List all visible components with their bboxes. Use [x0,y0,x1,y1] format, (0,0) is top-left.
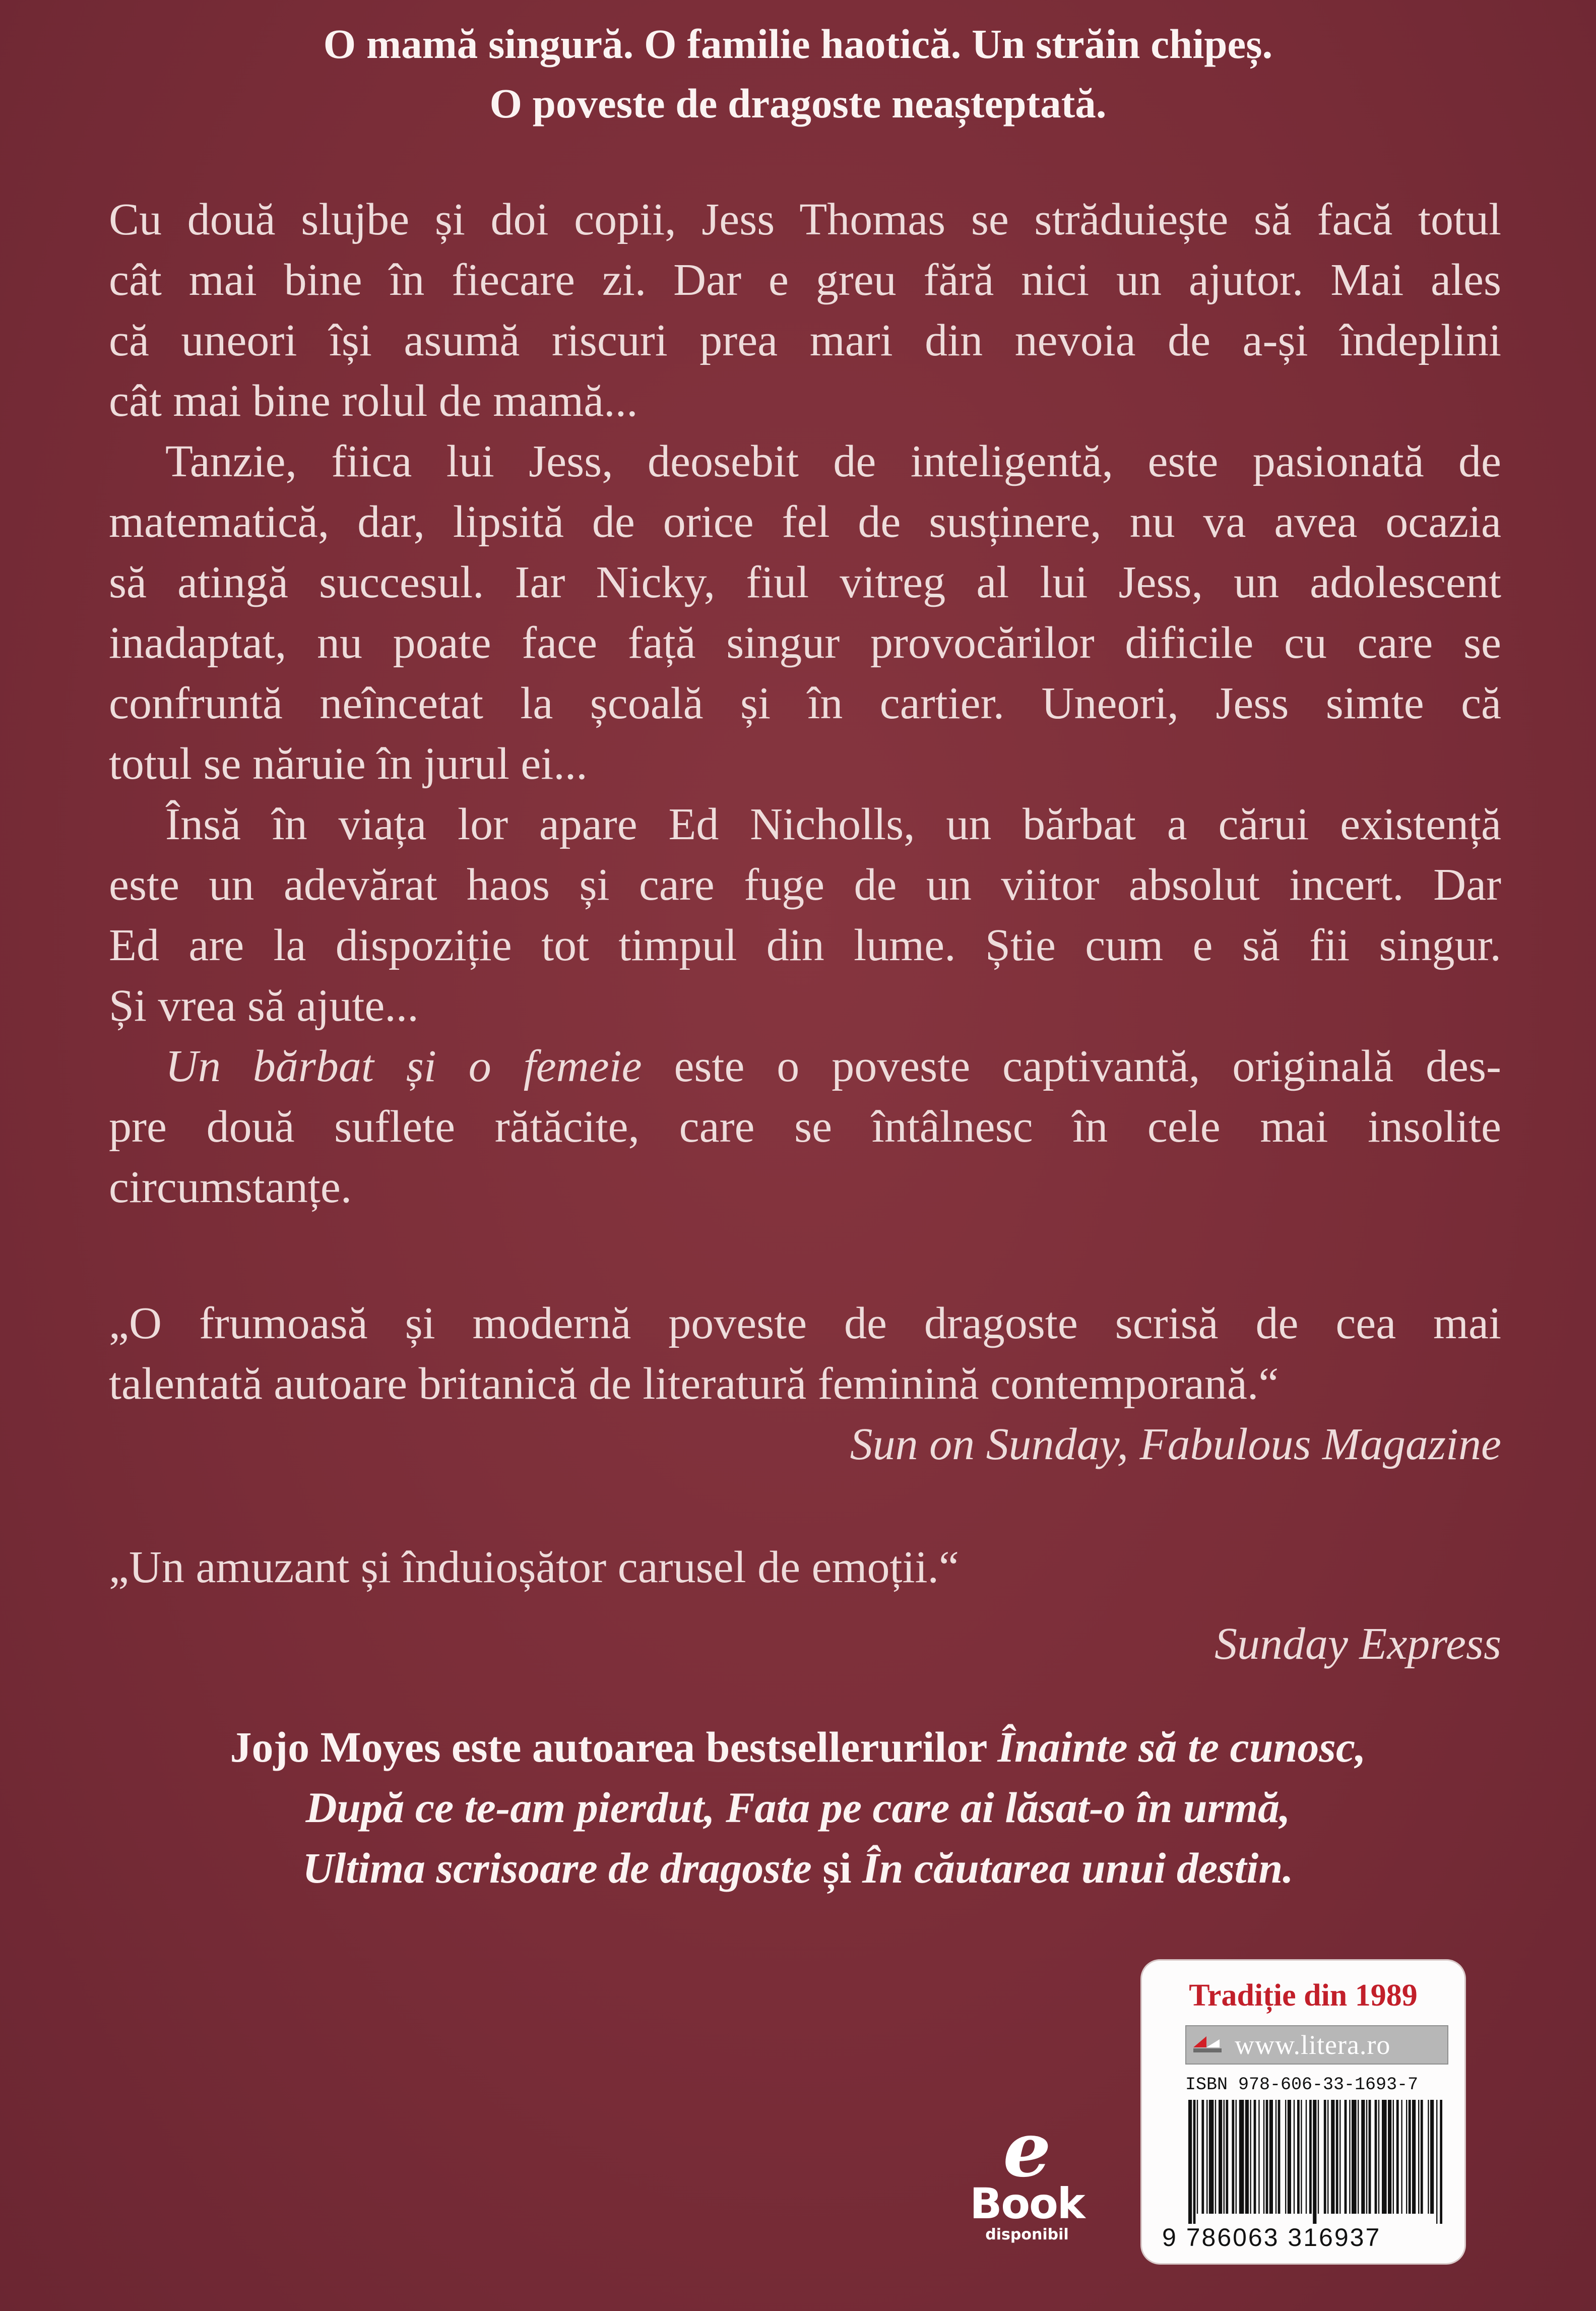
synopsis-line: inadaptat, nu poate face față singur provocărilor dificile cu care se [109,618,1501,668]
barcode-bar [1224,2100,1225,2214]
barcode-bar [1285,2100,1286,2214]
barcode-bar [1327,2100,1328,2214]
ebook-available-label: disponibil [985,2226,1069,2243]
synopsis-paragraph-4 [109,1036,1501,1218]
barcode-bar [1352,2100,1357,2214]
barcode-bar [1294,2100,1295,2214]
synopsis-line-rest: este o poveste captivantă, originală des- [642,1041,1502,1091]
book-title-1: Înainte să te cunosc, [997,1723,1366,1771]
barcode-bar [1278,2100,1281,2214]
tagline [0,14,1596,133]
barcode-bar [1263,2100,1264,2214]
synopsis-line: să atingă succesul. Iar Nicky, fiul vitreg al lui Jess, un adolescent [109,557,1501,607]
author-note-line-1 [0,1717,1596,1777]
barcode-bar [1366,2100,1367,2214]
barcode-bar [1232,2100,1234,2214]
tagline-line-1: O mamă singură. O familie haotică. Un străin chipeș. [323,21,1273,67]
barcode-bar [1396,2100,1399,2214]
author-note-connector: și [811,1844,863,1892]
synopsis-line: că uneori își asumă riscuri prea mari din nevoia de a-și îndeplini [109,316,1501,365]
barcode-bar [1378,2100,1379,2214]
barcode-bar [1324,2100,1326,2214]
book-title-4: În căutarea unui destin. [862,1844,1294,1892]
synopsis-line: Tanzie, fiica lui Jess, deosebit de inteligentă, este pasionată de [165,436,1501,486]
book-title-italic: Un bărbat și o femeie [165,1041,642,1091]
synopsis-line: cât mai bine în fiecare zi. Dar e greu fără nici un ajutor. Mai ales [109,255,1501,305]
barcode-bar [1206,2100,1207,2214]
quote-source: Sunday Express [1214,1619,1501,1669]
barcode-bar [1193,2100,1196,2224]
barcode-bar [1313,2100,1316,2224]
synopsis-line: totul se năruie în jurul ei... [109,739,588,789]
barcode-bar [1361,2100,1365,2214]
synopsis-paragraph-2 [109,431,1501,794]
quote-line: „O frumoasă și modernă poveste de dragoste scrisă de cea mai [109,1298,1501,1348]
barcode-bar [1339,2100,1340,2214]
barcode-bar [1345,2100,1347,2214]
barcode-bar [1318,2100,1319,2214]
barcode-bar [1254,2100,1256,2214]
barcode-bar [1436,2100,1437,2224]
barcode-bar [1331,2100,1334,2214]
barcode-bar [1393,2100,1394,2214]
barcode-bar [1440,2100,1442,2224]
barcode-bar [1226,2100,1228,2214]
barcode-bar [1412,2100,1416,2214]
ebook-logo [967,2105,1088,2258]
barcode-bar [1269,2100,1273,2214]
barcode-bar [1421,2100,1423,2214]
barcode-bar [1430,2100,1434,2214]
publisher-tradition: Tradiție din 1989 [1189,1978,1418,2013]
barcode-bar [1297,2100,1300,2214]
synopsis-paragraph-1 [109,190,1501,431]
barcode-bar [1401,2100,1402,2214]
publisher-panel [1142,1961,1464,2263]
barcode-bar [1201,2100,1204,2214]
synopsis-paragraph-3 [109,794,1501,1036]
barcode-bar [1406,2100,1407,2214]
synopsis [109,190,1501,1218]
barcode-bar [1266,2100,1268,2214]
quote-line: „Un amuzant și înduioșător carusel de emoții.“ [109,1542,959,1592]
synopsis-line: matematică, dar, lipsită de orice fel de susținere, nu va avea ocazia [109,497,1501,547]
barcode-bar [1215,2100,1216,2214]
barcode-bar [1236,2100,1237,2214]
isbn-number: ISBN 978-606-33-1693-7 [1185,2075,1419,2095]
review-quote-2 [109,1537,1501,1674]
barcode-bar [1428,2100,1429,2214]
synopsis-line: confruntă neîncetat la școală și în cartier. Uneori, Jess simte că [109,678,1501,728]
barcode-bar [1188,2100,1192,2224]
barcode-bar [1197,2100,1198,2214]
barcode-bar [1369,2100,1371,2214]
author-note-prefix: Jojo Moyes este autoarea bestsellerurilor [230,1723,998,1771]
barcode-bar [1209,2100,1214,2214]
synopsis-line: este un adevărat haos și care fuge de un viitor absolut incert. Dar [109,860,1501,910]
synopsis-line: cât mai bine rolul de mamă... [109,376,638,426]
author-note-line-3 [0,1838,1596,1898]
author-note [0,1717,1596,1898]
barcode-bar [1245,2100,1249,2214]
publisher-url: www.litera.ro [1235,2030,1391,2060]
barcode [1185,2100,1447,2224]
barcode-bar [1336,2100,1338,2214]
ebook-label: Book [970,2179,1084,2228]
barcode-bar [1358,2100,1359,2214]
synopsis-line [109,1036,1501,1097]
barcode-bar [1250,2100,1251,2214]
ebook-e-icon: e [1003,2105,1051,2194]
barcode-bar [1382,2100,1387,2214]
review-quote-1 [109,1293,1501,1475]
barcode-bar [1349,2100,1350,2214]
synopsis-line: Cu două slujbe și doi copii, Jess Thomas se străduiește să facă totul [109,195,1501,244]
barcode-digits: 9 786063 316937 [1162,2223,1381,2252]
barcode-bar [1375,2100,1377,2214]
barcode-bar [1301,2100,1302,2214]
author-note-line-2: După ce te-am pierdut, Fata pe care ai lăsat-o în urmă, [305,1783,1291,1832]
barcode-bar [1306,2100,1307,2214]
quote-line: talentată autoare britanică de literatură feminină contemporană.“ [109,1359,1279,1409]
barcode-bar [1288,2100,1291,2214]
barcode-bar [1309,2100,1312,2214]
publisher-url-bar [1185,2025,1448,2065]
synopsis-line: Și vrea să ajute... [109,981,419,1031]
barcode-bar [1258,2100,1259,2214]
barcode-bar [1275,2100,1276,2214]
barcode-bar [1388,2100,1391,2214]
synopsis-line: Ed are la dispoziție tot timpul din lume. Știe cum e să fii singur. [109,920,1501,970]
quote-source: Sun on Sunday, Fabulous Magazine [850,1419,1501,1469]
barcode-bar [1418,2100,1419,2214]
synopsis-line: pre două suflete rătăcite, care se întâlnesc în cele mai insolite [109,1102,1501,1152]
synopsis-line: Însă în viața lor apare Ed Nicholls, un bărbat a cărui existență [165,799,1501,849]
litera-logo-icon [1191,2032,1229,2057]
barcode-bar [1409,2100,1411,2214]
barcode-bar [1219,2100,1222,2214]
barcode-bar [1239,2100,1244,2214]
tagline-line-2: O poveste de dragoste neașteptată. [489,80,1107,127]
synopsis-line: circumstanțe. [109,1162,352,1212]
book-title-3: Ultima scrisoare de dragoste [302,1844,812,1892]
